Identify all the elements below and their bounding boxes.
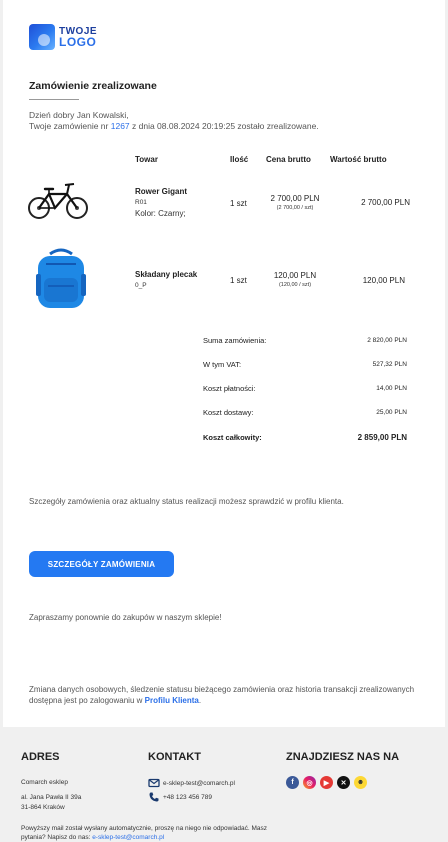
address-street: al. Jana Pawła II 39a — [21, 794, 82, 801]
product-name[interactable]: Składany plecak — [135, 270, 198, 279]
payment-cost-label: Koszt płatności: — [203, 384, 256, 393]
greeting-text: Dzień dobry Jan Kowalski, — [29, 110, 129, 120]
product-code: R01 — [135, 199, 147, 206]
product-attributes: Kolor: Czarny; — [135, 209, 186, 218]
logo-line2: LOGO — [59, 35, 97, 49]
email-card — [3, 0, 445, 727]
social-heading: ZNAJDZIESZ NAS NA — [286, 751, 400, 763]
vat-value: 527,32 PLN — [372, 361, 407, 368]
address-heading: ADRES — [21, 751, 60, 763]
facebook-icon[interactable]: f — [286, 776, 299, 789]
order-details-info: Szczegóły zamówienia oraz aktualny status realizacji możesz sprawdzić w profilu klienta. — [29, 497, 344, 506]
total-cost-value: 2 859,00 PLN — [357, 433, 407, 442]
order-status-text: Twoje zamówienie nr 1267 z dnia 08.08.2024 20:19:25 zostało zrealizowane. — [29, 121, 319, 131]
title-divider — [29, 99, 79, 100]
total-cost-label: Koszt całkowity: — [203, 433, 262, 442]
envelope-icon — [148, 777, 160, 789]
payment-cost-value: 14,00 PLN — [376, 385, 407, 392]
product-qty: 1 szt — [230, 199, 247, 208]
contact-email[interactable]: e-sklep-test@comarch.pl — [163, 779, 235, 787]
order-sum-label: Suma zamówienia: — [203, 336, 267, 345]
product-unit-price: (120,00 / szt) — [278, 282, 312, 288]
social-links — [286, 776, 371, 789]
company-name: Comarch esklep — [21, 779, 68, 786]
auto-mail-note: Powyższy mail został wysłany automatycznie, proszę na niego nie odpowiadać. Masz pytania? Napisz do nas: e-sklep-test@comarch.pl — [21, 825, 268, 841]
product-total: 2 700,00 PLN — [361, 198, 410, 207]
contact-phone-row[interactable] — [148, 791, 212, 803]
product-qty: 1 szt — [230, 276, 247, 285]
logo-mark-icon — [29, 24, 55, 50]
product-unit-price: (2 700,00 / szt) — [276, 205, 314, 211]
column-header-gross-price: Cena brutto — [266, 155, 311, 164]
product-total: 120,00 PLN — [362, 276, 405, 285]
order-sum-value: 2 820,00 PLN — [367, 337, 407, 344]
column-header-gross-value: Wartość brutto — [330, 155, 387, 164]
shipping-cost-value: 25,00 PLN — [376, 409, 407, 416]
product-price: 120,00 PLN — [273, 271, 317, 280]
product-name[interactable]: Rower Gigant — [135, 187, 188, 196]
address-city: 31-864 Kraków — [21, 804, 65, 811]
shipping-cost-label: Koszt dostawy: — [203, 408, 254, 417]
shop-logo[interactable] — [29, 24, 97, 50]
bicycle-icon[interactable] — [27, 180, 89, 220]
instagram-icon[interactable]: ◎ — [303, 776, 316, 789]
x-twitter-icon[interactable]: ✕ — [337, 776, 350, 789]
backpack-icon[interactable] — [34, 248, 88, 312]
contact-email-row[interactable] — [148, 777, 235, 789]
auto-note-email-link[interactable]: e-sklep-test@comarch.pl — [92, 834, 165, 841]
greeting-block — [29, 110, 319, 132]
logo-line1: TWOJE — [59, 26, 98, 37]
snapchat-icon[interactable]: ☻ — [354, 776, 367, 789]
contact-heading: KONTAKT — [148, 751, 201, 763]
column-header-qty: Ilość — [230, 155, 249, 164]
page-title: Zamówienie zrealizowane — [29, 80, 157, 92]
product-code: 0_P — [135, 282, 147, 289]
order-details-button[interactable]: SZCZEGÓŁY ZAMÓWIENIA — [29, 551, 174, 577]
gdpr-notice: Zmiana danych osobowych, śledzenie statusu bieżącego zamówienia oraz historia transakcji zrealizowanych dostępna jest po zalogowaniu w Profilu Klienta. — [29, 685, 415, 705]
vat-label: W tym VAT: — [203, 360, 242, 369]
column-header-product: Towar — [135, 155, 158, 164]
contact-phone[interactable]: +48 123 456 789 — [163, 793, 212, 801]
invite-text: Zapraszamy ponownie do zakupów w naszym sklepie! — [29, 613, 222, 622]
order-number-link[interactable]: 1267 — [110, 121, 130, 131]
youtube-icon[interactable]: ▶ — [320, 776, 333, 789]
client-profile-link[interactable]: Profilu Klienta — [144, 696, 199, 705]
product-price: 2 700,00 PLN — [270, 194, 320, 203]
phone-icon — [148, 791, 160, 803]
